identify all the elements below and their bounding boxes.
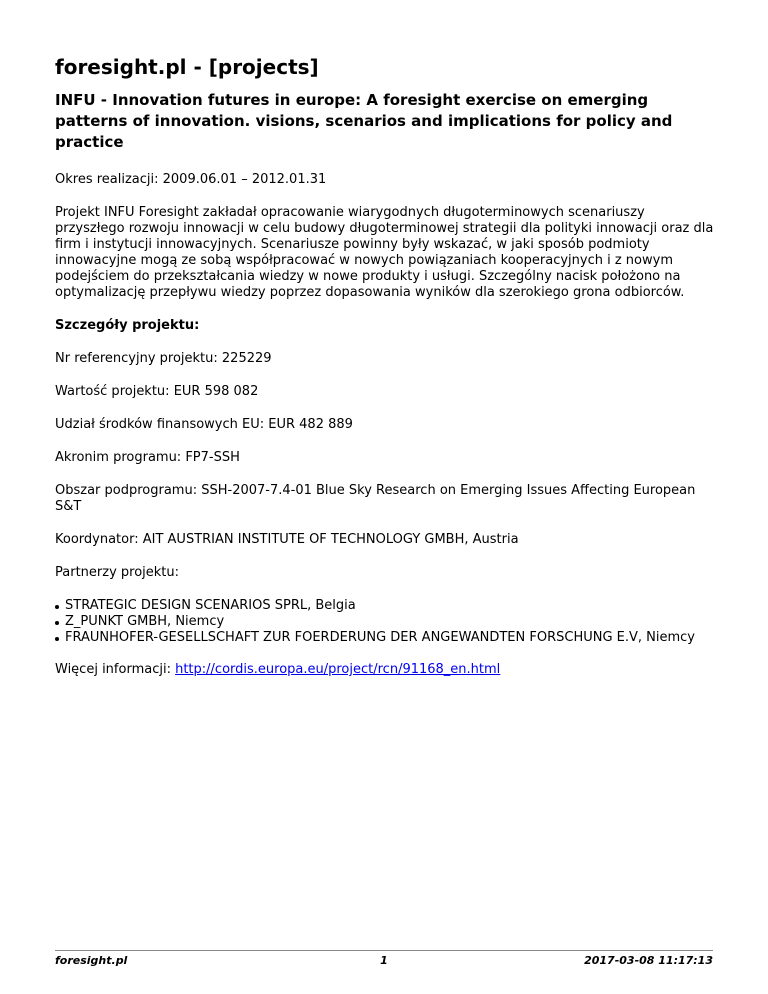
details-heading: Szczegóły projektu: (55, 318, 200, 333)
program-acronym: Akronim programu: FP7-SSH (55, 450, 240, 465)
partners-heading: Partnerzy projektu: (55, 565, 180, 580)
footer-timestamp: 2017-03-08 11:17:13 (584, 954, 713, 967)
project-description: Projekt INFU Foresight zakładał opracowanie wiarygodnych długoterminowych scenariuszy przyszłego rozwoju innowacji w celu budowy długoterminowej strategii dla polityki innowacji oraz dla firm i instytucji innowacyjnych. Scenariusze powinny były wskazać, w jaki sposób podmioty innowacyjne mogą ze sobą współpracować w nowych powiązaniach kooperacyjnych i z nowym podejściem do przekształcania wiedzy w nowe produkty i usługi. Szczególny nacisk położono na optymalizację przepływu wiedzy poprzez dopasowania wyników dla szerokiego grona odbiorców. (55, 205, 714, 300)
reference-number: Nr referencyjny projektu: 225229 (55, 351, 272, 366)
more-info (55, 662, 715, 678)
footer-site: foresight.pl (55, 954, 128, 967)
project-title: INFU - Innovation futures in europe: A foresight exercise on emerging patterns of innovation. visions, scenarios and implications for policy and practice (55, 91, 673, 151)
list-item: STRATEGIC DESIGN SCENARIOS SPRL, Belgia (55, 598, 715, 614)
project-period: Okres realizacji: 2009.06.01 – 2012.01.31 (55, 172, 327, 187)
page-footer (55, 950, 713, 967)
list-item: Z_PUNKT GMBH, Niemcy (55, 614, 715, 630)
partners-list (55, 598, 715, 646)
project-value: Wartość projektu: EUR 598 082 (55, 384, 259, 399)
subprogram-area: Obszar podprogramu: SSH-2007-7.4-01 Blue Sky Research on Emerging Issues Affecting European S&T (55, 483, 696, 514)
footer-page-number: 1 (380, 954, 388, 967)
project-body (55, 172, 715, 695)
coordinator: Koordynator: AIT AUSTRIAN INSTITUTE OF TECHNOLOGY GMBH, Austria (55, 532, 519, 547)
site-title: foresight.pl - [projects] (55, 55, 319, 79)
list-item: FRAUNHOFER-GESELLSCHAFT ZUR FOERDERUNG DER ANGEWANDTEN FORSCHUNG E.V, Niemcy (55, 630, 715, 646)
more-info-link[interactable]: http://cordis.europa.eu/project/rcn/91168_en.html (175, 662, 501, 677)
eu-share: Udział środków finansowych EU: EUR 482 889 (55, 417, 353, 432)
more-info-label: Więcej informacji: (55, 662, 176, 677)
